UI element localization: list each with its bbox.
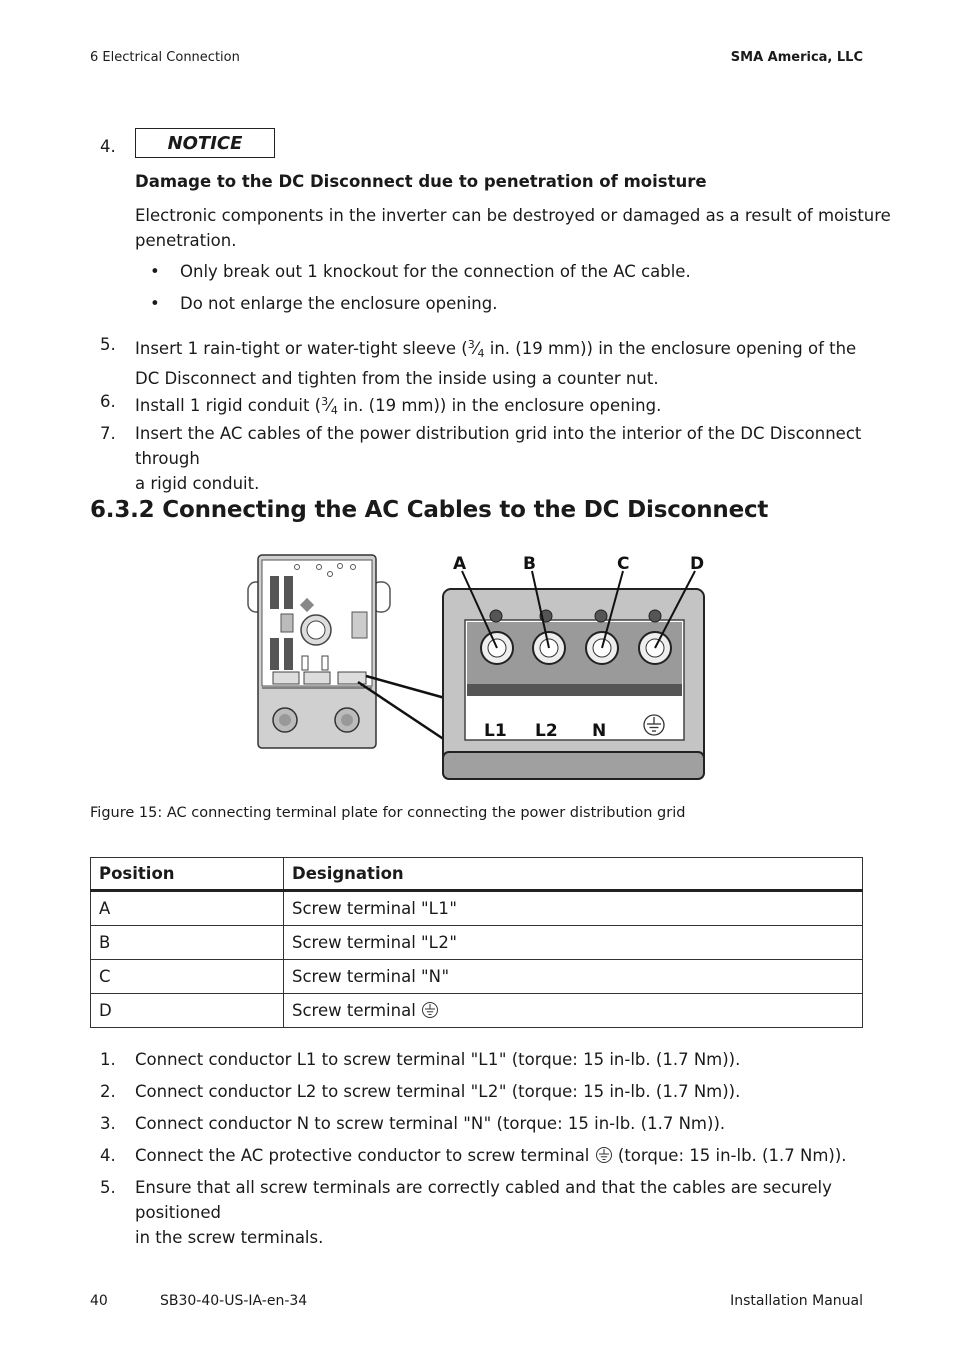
notice-text-line1: Electronic components in the inverter can be destroyed or damaged as a result of moisture bbox=[135, 206, 891, 225]
step-text: Insert 1 rain-tight or water-tight sleeve ($^3⁄_4$ in. (19 mm)) in the enclosure opening of the DC Disconnect and tighten from the inside using a counter nut. bbox=[135, 338, 857, 388]
header-company: SMA America, LLC bbox=[730, 50, 863, 65]
step-number: 4. bbox=[100, 1146, 116, 1165]
step-text: Install 1 rigid conduit ($^3⁄_4$ in. (19 mm)) in the enclosure opening. bbox=[135, 395, 662, 417]
footer-doc-id: SB30-40-US-IA-en-34 bbox=[160, 1293, 308, 1309]
table-cell-position: A bbox=[91, 891, 284, 926]
step-number: 2. bbox=[100, 1082, 116, 1101]
step-text: Connect conductor N to screw terminal "N" (torque: 15 in-lb. (1.7 Nm)). bbox=[135, 1114, 726, 1133]
callout-c: C bbox=[617, 554, 630, 574]
footer-title: Installation Manual bbox=[730, 1293, 863, 1309]
table-cell-position: C bbox=[91, 960, 284, 994]
ground-icon bbox=[421, 1001, 439, 1019]
step-text: Connect conductor L2 to screw terminal "L2" (torque: 15 in-lb. (1.7 Nm)). bbox=[135, 1082, 741, 1101]
table-header-position: Position bbox=[91, 858, 284, 891]
step-number: 7. bbox=[100, 424, 116, 443]
dc-disconnect-enclosure bbox=[248, 555, 390, 748]
notice-title: Damage to the DC Disconnect due to penetration of moisture bbox=[135, 172, 707, 191]
table-cell-position: D bbox=[91, 994, 284, 1028]
ac-terminal-figure bbox=[240, 548, 720, 788]
callout-d: D bbox=[690, 554, 705, 574]
step-text: Insert the AC cables of the power distribution grid into the interior of the DC Disconnect through a rigid conduit. bbox=[135, 424, 862, 493]
step-number: 6. bbox=[100, 392, 116, 411]
designation-table bbox=[90, 857, 863, 1028]
callout-b: B bbox=[523, 554, 536, 574]
table-row bbox=[91, 994, 863, 1028]
notice-bullet: Only break out 1 knockout for the connection of the AC cable. bbox=[180, 262, 691, 281]
table-header-designation: Designation bbox=[284, 858, 863, 891]
figure-caption: Figure 15: AC connecting terminal plate for connecting the power distribution grid bbox=[90, 805, 686, 821]
terminal-label-l1: L1 bbox=[484, 721, 507, 741]
bullet-marker: • bbox=[150, 262, 160, 281]
table-cell-position: B bbox=[91, 926, 284, 960]
table-header-row bbox=[91, 858, 863, 891]
bullet-marker: • bbox=[150, 294, 160, 313]
notice-text-line2: penetration. bbox=[135, 231, 237, 250]
table-row bbox=[91, 960, 863, 994]
step-number: 1. bbox=[100, 1050, 116, 1069]
table-cell-designation: Screw terminal bbox=[284, 994, 863, 1028]
step-number: 5. bbox=[100, 335, 116, 354]
callout-a: A bbox=[453, 554, 467, 574]
terminal-label-n: N bbox=[592, 721, 607, 741]
step-text: Ensure that all screw terminals are correctly cabled and that the cables are securely positioned in the screw terminals. bbox=[135, 1178, 832, 1247]
notice-bullet: Do not enlarge the enclosure opening. bbox=[180, 294, 498, 313]
step-number: 5. bbox=[100, 1178, 116, 1197]
table-cell-designation: Screw terminal "N" bbox=[284, 960, 863, 994]
step-text: Connect conductor L1 to screw terminal "L1" (torque: 15 in-lb. (1.7 Nm)). bbox=[135, 1050, 741, 1069]
step-number: 3. bbox=[100, 1114, 116, 1133]
terminal-label-l2: L2 bbox=[535, 721, 558, 741]
header-section: 6 Electrical Connection bbox=[90, 50, 240, 65]
table-row bbox=[91, 891, 863, 926]
footer-page-number: 40 bbox=[90, 1293, 108, 1309]
table-cell-designation: Screw terminal "L2" bbox=[284, 926, 863, 960]
ground-icon bbox=[595, 1146, 613, 1164]
table-row bbox=[91, 926, 863, 960]
terminal-plate-detail bbox=[443, 554, 704, 779]
notice-label: NOTICE bbox=[135, 128, 275, 158]
step-text: Connect the AC protective conductor to screw terminal (torque: 15 in-lb. (1.7 Nm)). bbox=[135, 1146, 847, 1165]
step-number: 4. bbox=[100, 137, 116, 156]
table-cell-designation: Screw terminal "L1" bbox=[284, 891, 863, 926]
section-title: 6.3.2 Connecting the AC Cables to the DC Disconnect bbox=[90, 497, 769, 523]
